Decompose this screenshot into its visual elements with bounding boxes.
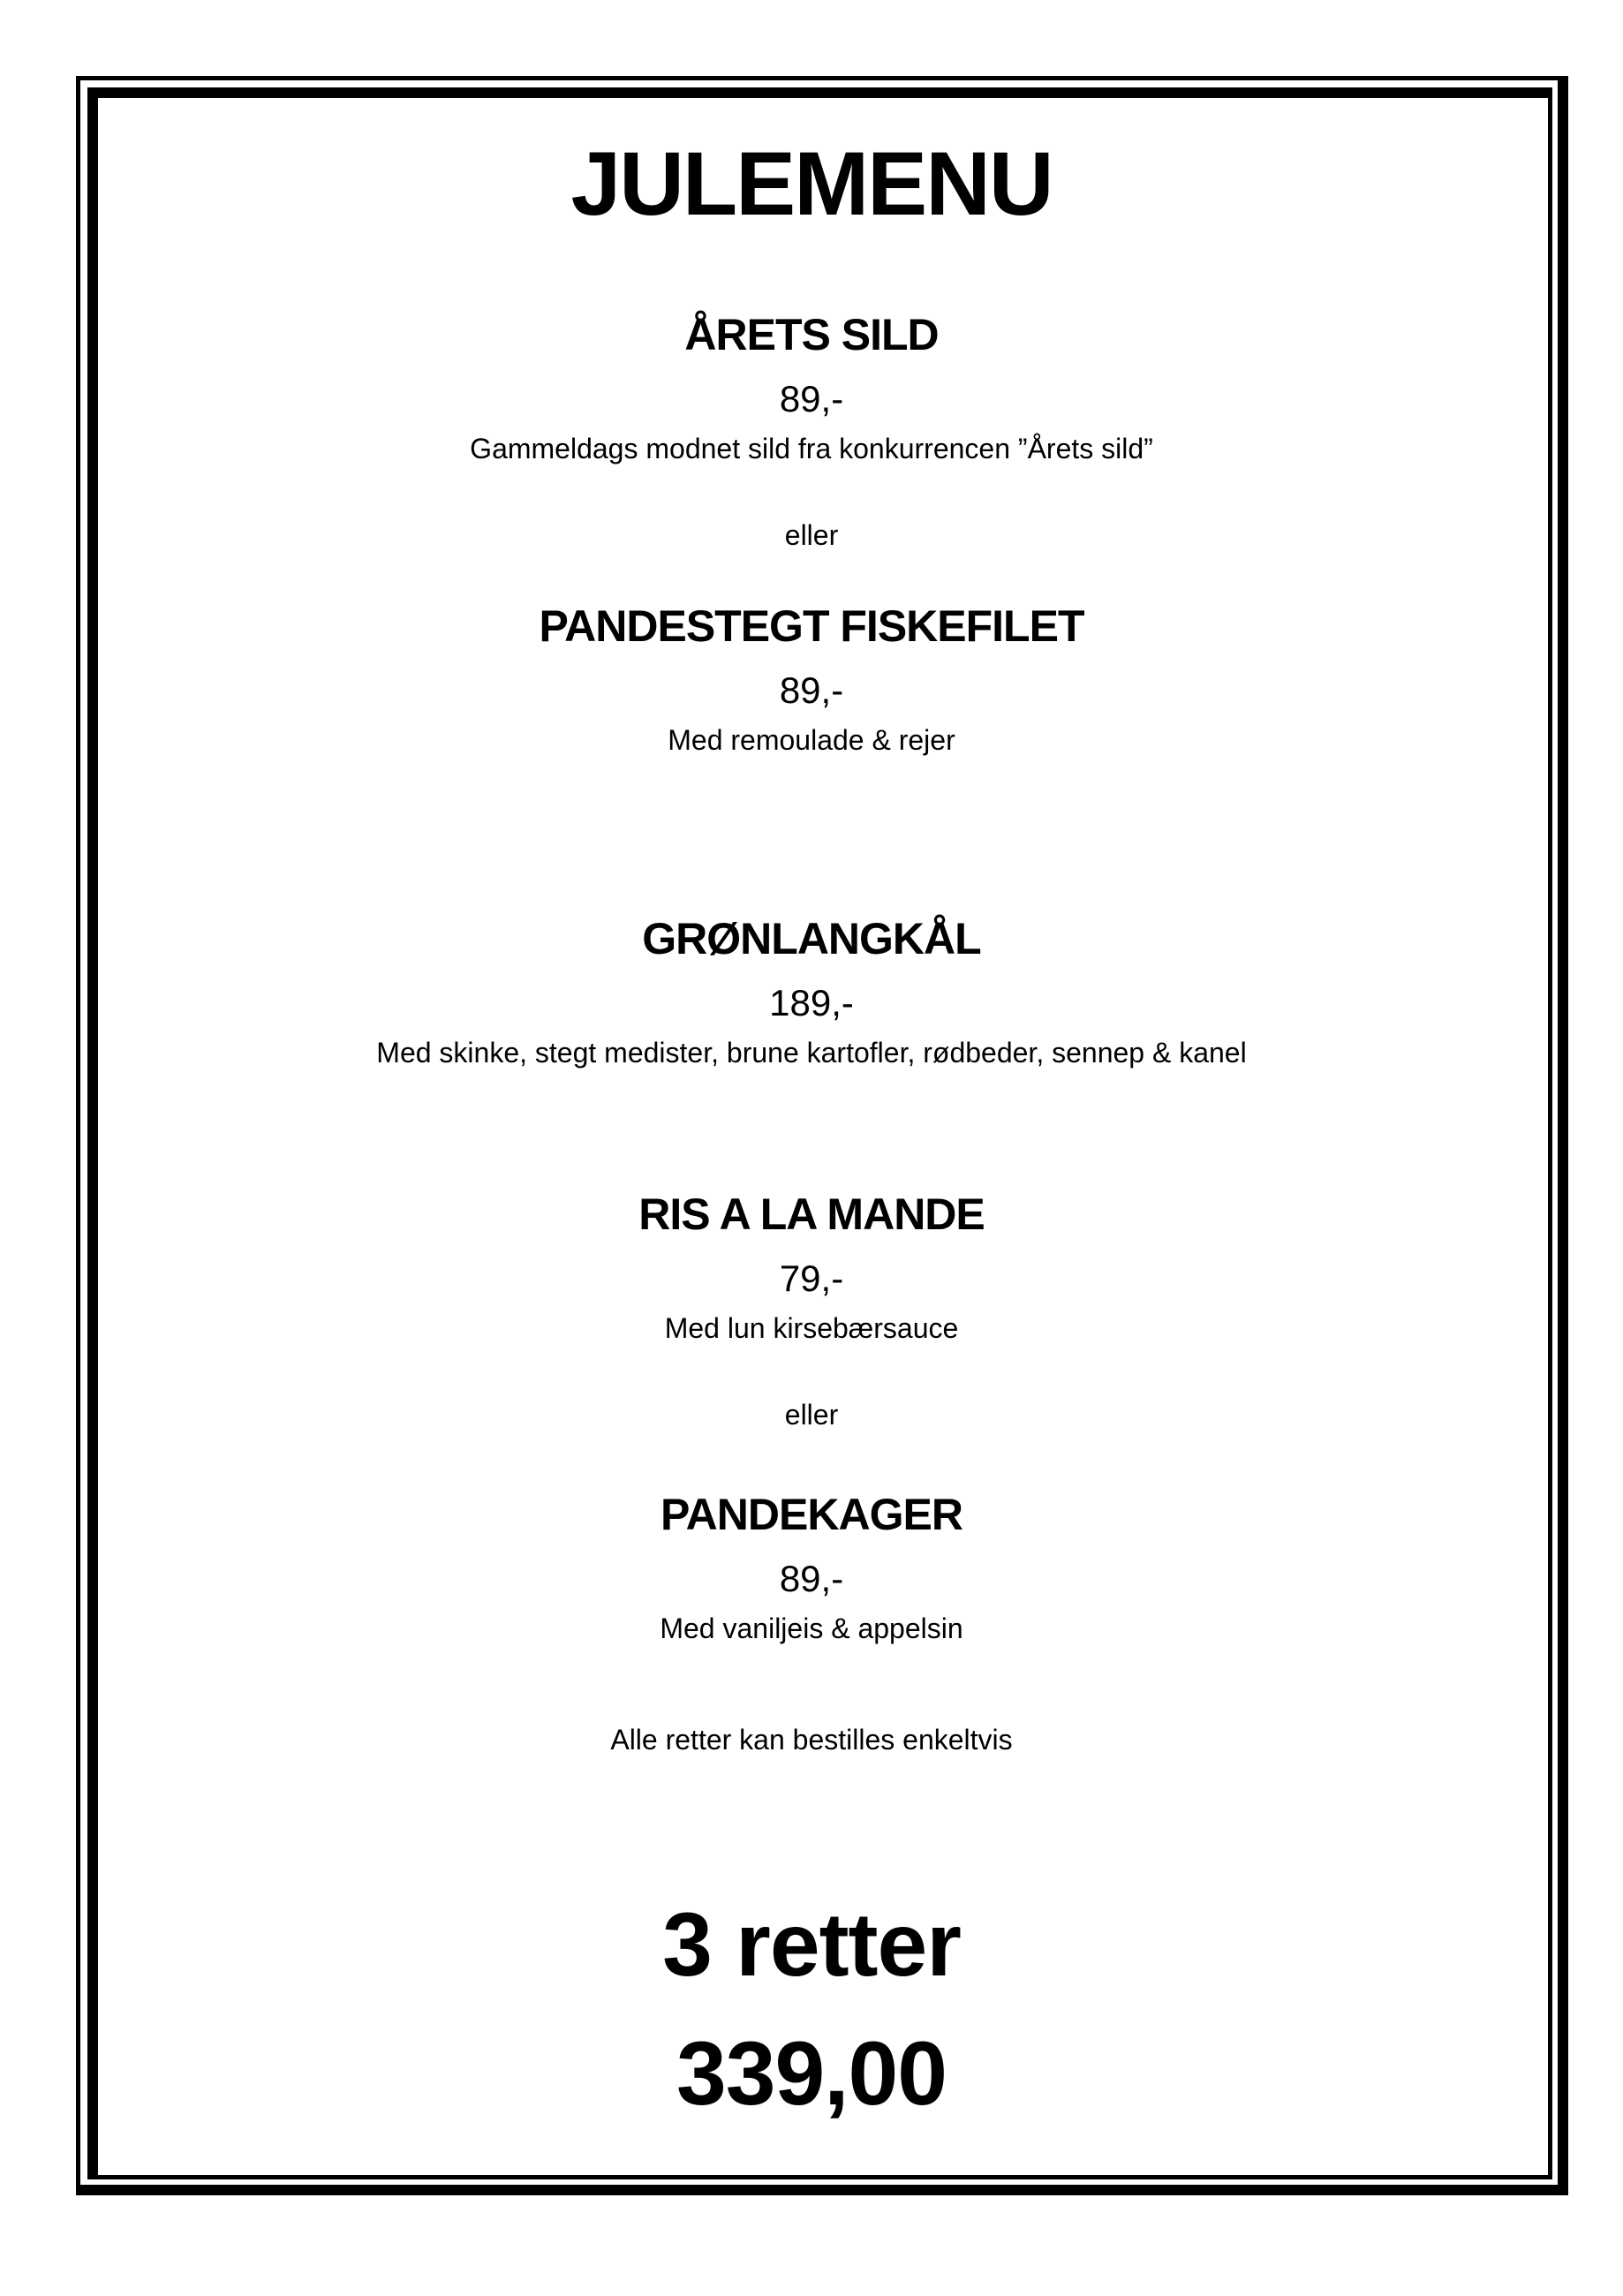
- or-separator: eller: [784, 519, 839, 551]
- dish-description: Gammeldags modnet sild fra konkurrencen ”Årets sild”: [470, 433, 1153, 464]
- dish-description: Med remoulade & rejer: [668, 724, 955, 756]
- dish-price: 189,-: [769, 982, 854, 1023]
- dish-price: 89,-: [779, 1558, 844, 1599]
- or-separator: eller: [784, 1399, 839, 1431]
- dish-name: PANDEKAGER: [661, 1490, 962, 1539]
- order-note: Alle retter kan bestilles enkeltvis: [610, 1724, 1013, 1756]
- set-menu-label: 3 retter: [662, 1894, 961, 1995]
- set-menu-price: 339,00: [676, 2023, 947, 2124]
- menu-title: JULEMENU: [570, 133, 1053, 234]
- dish-name: RIS A LA MANDE: [638, 1190, 985, 1239]
- dish-price: 79,-: [779, 1258, 844, 1299]
- dish-name: ÅRETS SILD: [684, 310, 939, 359]
- dish-description: Med vaniljeis & appelsin: [660, 1612, 963, 1644]
- dish-name: GRØNLANGKÅL: [642, 914, 981, 963]
- dish-description: Med lun kirsebærsauce: [664, 1312, 959, 1344]
- dish-name: PANDESTEGT FISKEFILET: [539, 601, 1084, 651]
- dish-description: Med skinke, stegt medister, brune kartofler, rødbeder, sennep & kanel: [376, 1037, 1247, 1069]
- dish-price: 89,-: [779, 378, 844, 419]
- dish-price: 89,-: [779, 669, 844, 711]
